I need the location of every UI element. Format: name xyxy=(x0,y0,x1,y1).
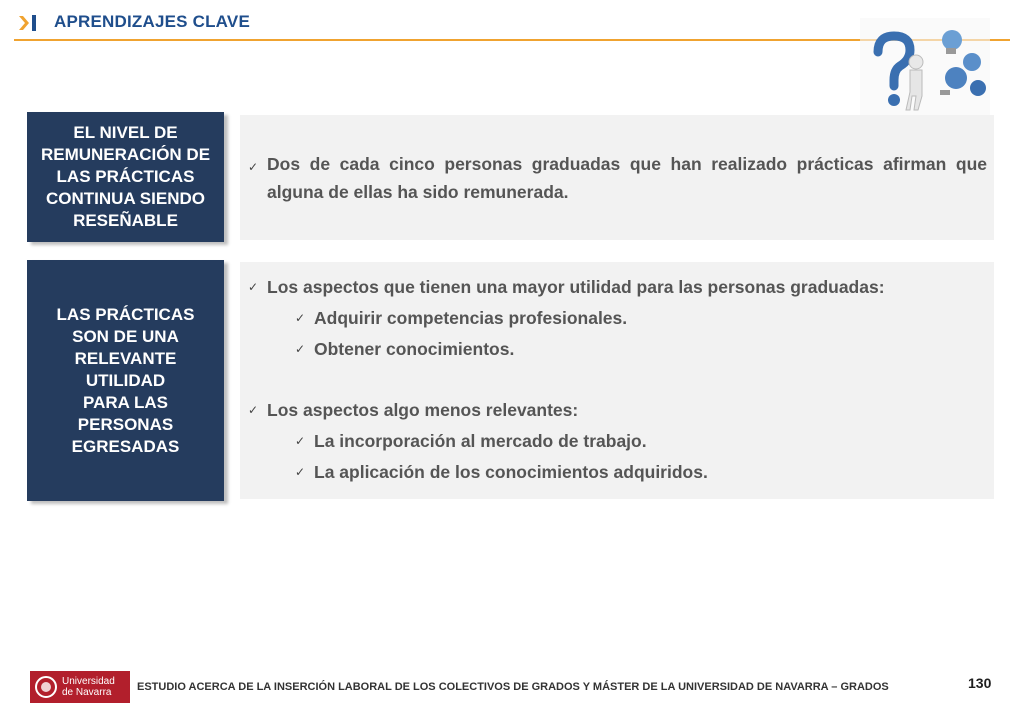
check-icon: ✓ xyxy=(295,342,306,356)
section-label-line: SON DE UNA xyxy=(72,326,179,346)
section-label-line: RELEVANTE UTILIDAD xyxy=(74,348,177,390)
bullet-point xyxy=(248,277,885,298)
check-icon: ✓ xyxy=(295,465,306,479)
section-label-line: REMUNERACIÓN DE xyxy=(40,145,211,164)
section-label-line: PARA LAS xyxy=(83,392,168,412)
bullet-point xyxy=(248,150,988,206)
page-number: 130 xyxy=(968,675,992,691)
check-icon: ✓ xyxy=(295,434,306,448)
section-label-line: EGRESADAS xyxy=(71,436,180,456)
bullet-text: Los aspectos que tienen una mayor utilidad para las personas graduadas: xyxy=(267,277,885,297)
check-icon: ✓ xyxy=(248,160,259,174)
check-icon: ✓ xyxy=(295,311,306,325)
section-label-line: LAS PRÁCTICAS xyxy=(56,304,195,324)
section-label-usefulness xyxy=(27,260,224,501)
sub-bullet-point xyxy=(295,431,647,452)
logo-line: de Navarra xyxy=(62,687,112,698)
sub-bullet-point xyxy=(295,339,514,360)
sub-bullet-point xyxy=(295,308,627,329)
university-logo xyxy=(30,671,130,703)
bullet-text: La aplicación de los conocimientos adquiridos. xyxy=(314,462,708,482)
section-label-line: EL NIVEL DE xyxy=(73,123,178,142)
section-label-remuneration xyxy=(27,112,224,242)
page-title: APRENDIZAJES CLAVE xyxy=(54,12,250,31)
footer-text: ESTUDIO ACERCA DE LA INSERCIÓN LABORAL DE LOS COLECTIVOS DE GRADOS Y MÁSTER DE LA UNIVERSIDAD DE NAVARRA – GRADOS xyxy=(137,681,889,693)
check-icon: ✓ xyxy=(248,403,259,417)
section-label-line: LAS PRÁCTICAS xyxy=(56,167,195,186)
bullet-text: La incorporación al mercado de trabajo. xyxy=(314,431,647,451)
bullet-text: Dos de cada cinco personas graduadas que han realizado prácticas afirman que alguna de ellas ha sido remunerada. xyxy=(267,154,987,202)
logo-line: Universidad xyxy=(62,676,115,687)
section-label-line: PERSONAS xyxy=(77,414,174,434)
section-label-line: CONTINUA SIENDO xyxy=(46,189,205,208)
sub-bullet-point xyxy=(295,462,708,483)
question-figure-illustration-icon xyxy=(860,18,990,116)
bullet-text: Obtener conocimientos. xyxy=(314,339,515,359)
section-label-line: RESEÑABLE xyxy=(73,211,178,230)
bullet-point xyxy=(248,400,578,421)
check-icon: ✓ xyxy=(248,280,259,294)
bullet-text: Adquirir competencias profesionales. xyxy=(314,308,628,328)
university-seal-icon xyxy=(35,676,57,698)
bullet-text: Los aspectos algo menos relevantes: xyxy=(267,400,579,420)
chevron-right-bar-icon xyxy=(18,13,38,33)
